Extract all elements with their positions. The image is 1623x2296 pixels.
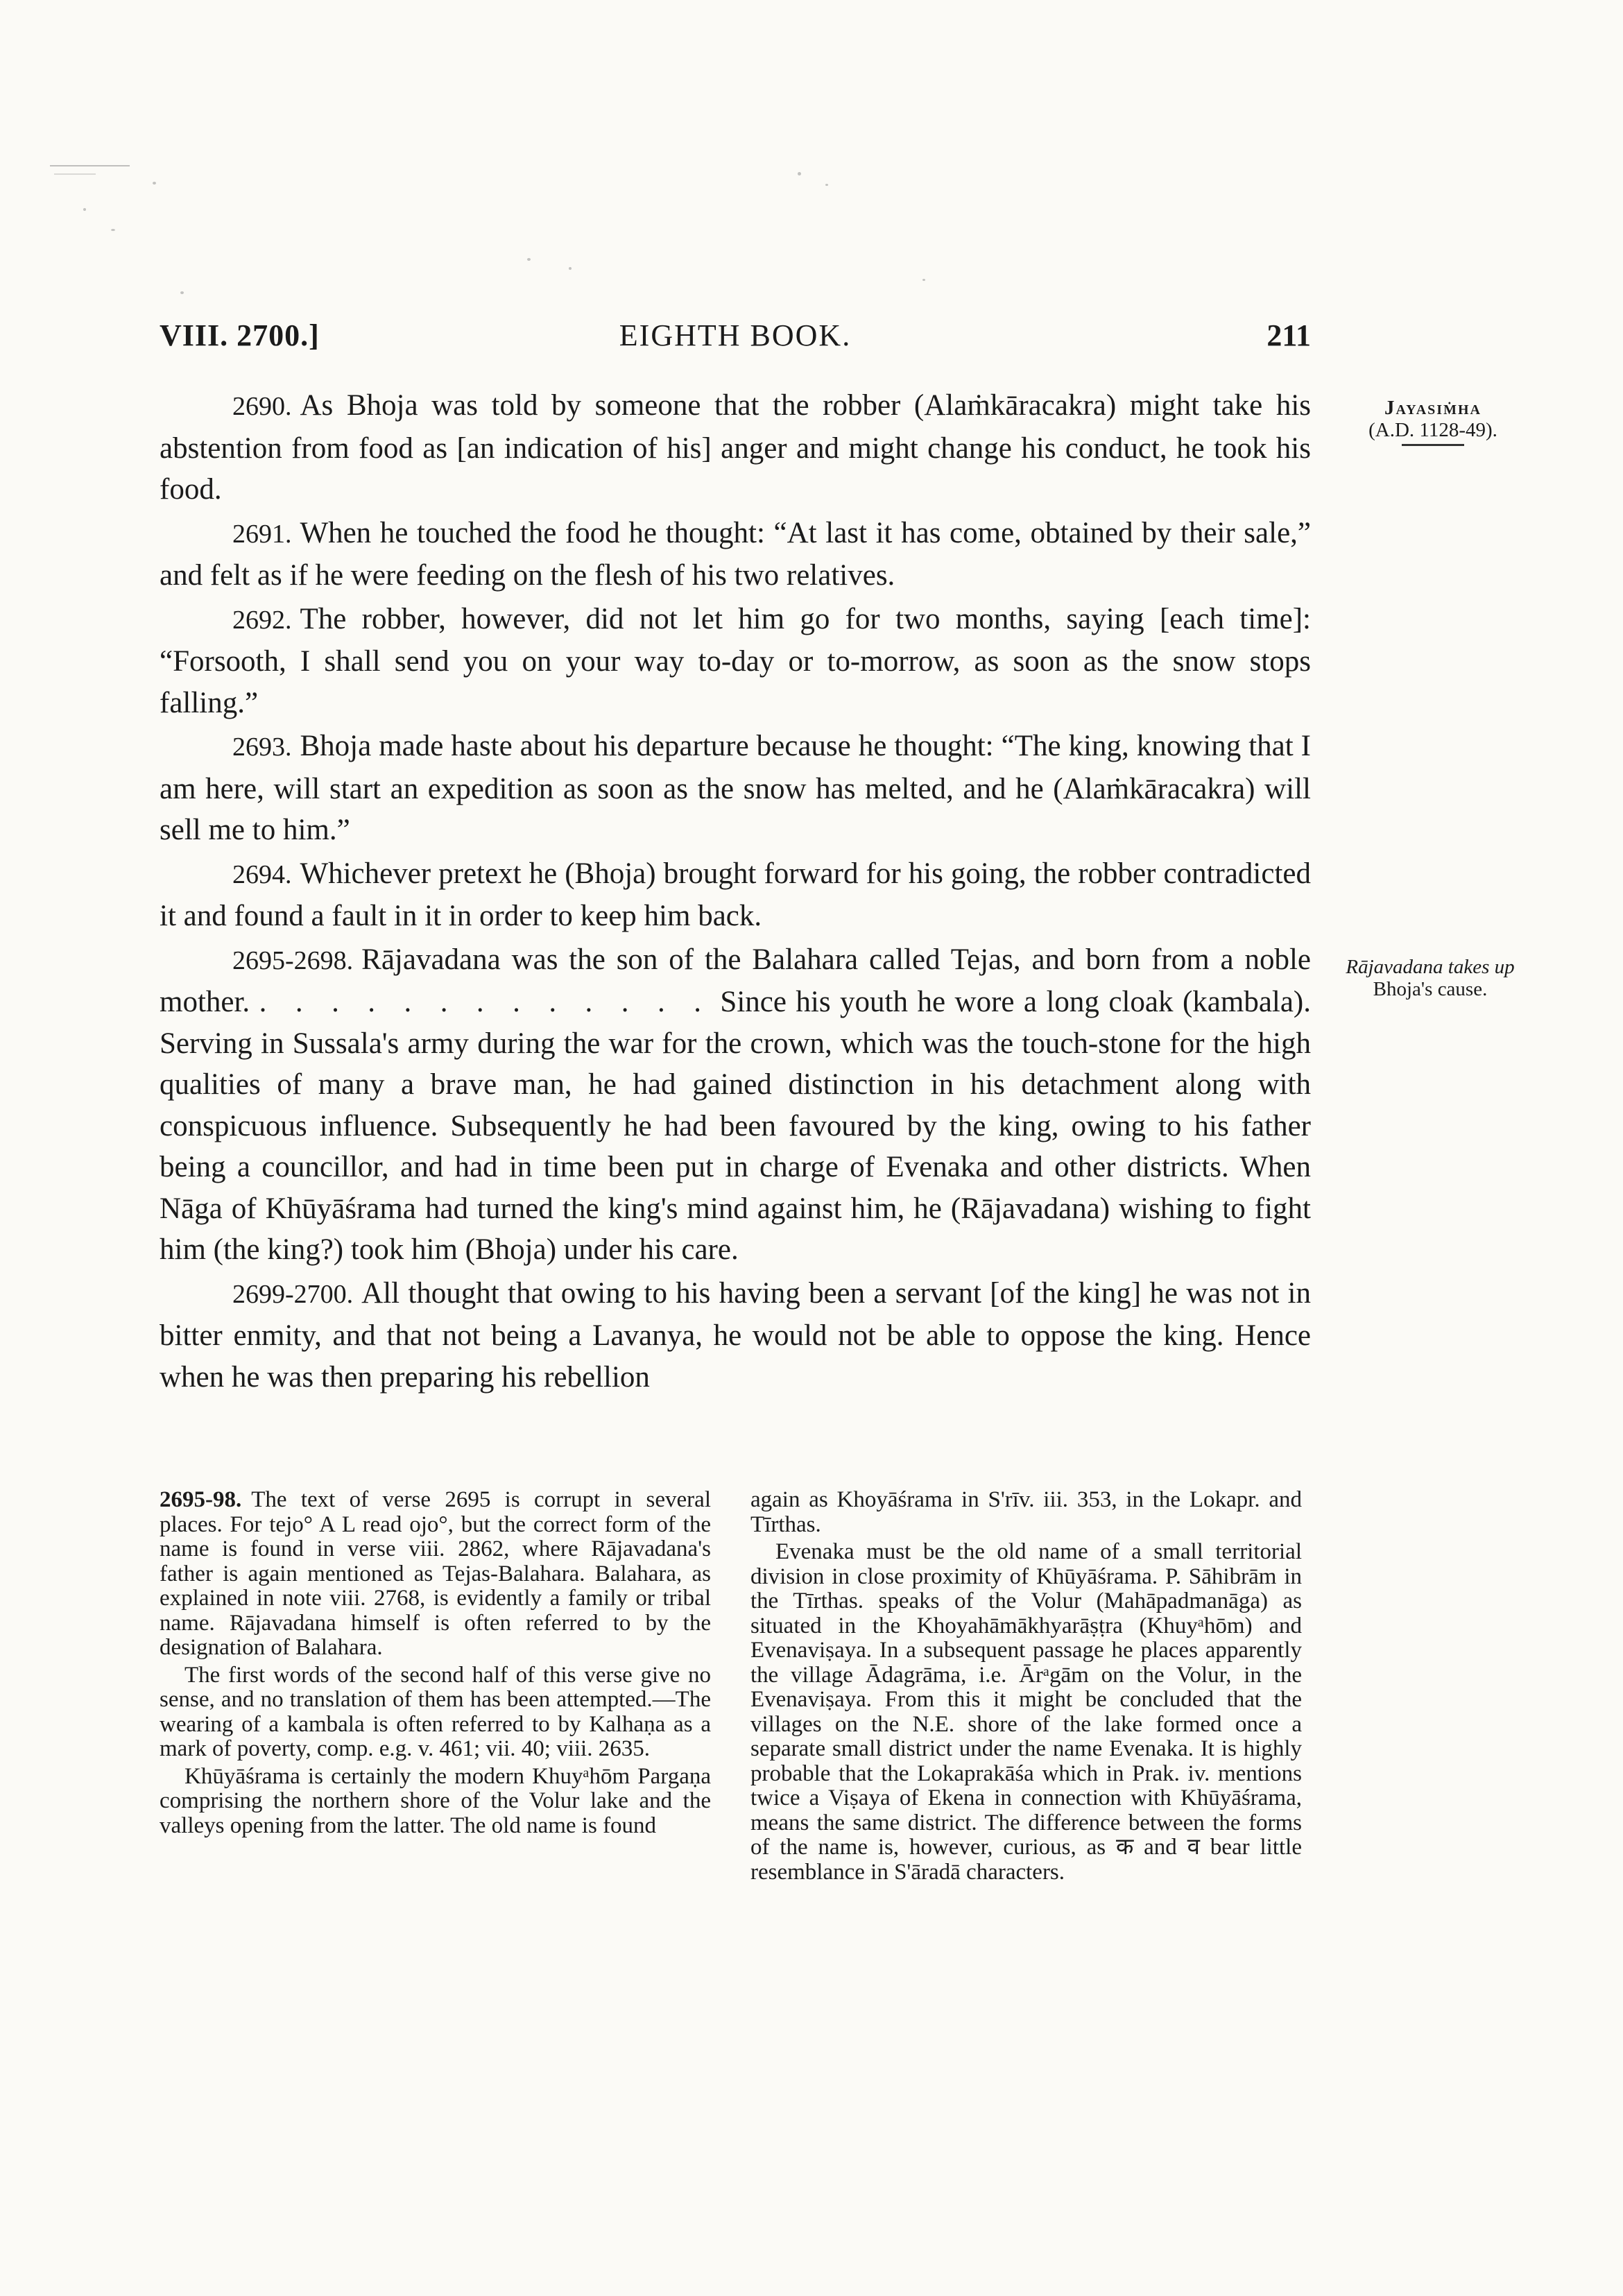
scan-artifact-speck [111,229,115,231]
scan-artifact-speck [153,182,156,185]
margin-note-rajavadana [1326,956,1534,1000]
footnote-text: Evenaka must be the old name of a small territorial division in close proximity of Khūyāśrama. P. Sāhibrām in the Tīrthas. speaks of the Volur (Mahāpadmanāga) as situated in the Khoyahāmākhyarāṣṭra (Khuyᵃhōm) and Evenaviṣaya. In a subsequent passage he places apparently the village Ādagrāma, i.e. Ārᵃgām on the Volur, in the Evenaviṣaya. From this it might be concluded that the villages on the N.E. shore of the lake formed once a separate small district under the name Evenaka. It is highly probable that the Lokaprakāśa which in Prak. iv. mentions twice a Viṣaya of Ekena in connection with Khūyāśrama, means the same district. The difference between the forms of the name is, however, curious, as क and व bear little resemblance in S'āradā characters. [750,1539,1302,1885]
footnote-paragraph [160,1663,711,1762]
verse-number: 2699-2700. [232,1279,354,1309]
footnote-column-right [750,1488,1302,1887]
scan-artifact-speck [825,184,828,186]
verse-number: 2692. [232,605,292,635]
scan-artifact-speck [922,279,925,281]
footnote-paragraph [750,1540,1302,1885]
verse-paragraph [160,939,1311,1271]
verse-paragraph [160,385,1311,511]
footnote-text: The text of verse 2695 is corrupt in several places. For tejo° A L read ojo°, but the correct form of the name is found in verse viii. 2862, where Rājavadana's father is again mentioned as Tejas-Balahara. Balahara, as explained in note viii. 2768, is evidently a family or tribal name. Rājavadana himself is often referred to by the designation of Balahara. [160,1487,711,1660]
verse-text: Rājavadana was the son of the Balahara called Tejas, and born from a noble mother. [160,943,1311,1018]
scan-artifact-speck [180,291,184,294]
scan-artifact-speck [527,258,531,261]
footnote-label: 2695-98. [160,1487,242,1512]
verse-number: 2695-2698. [232,945,354,975]
page-number: 211 [1266,318,1311,352]
margin-note-line: Rājavadana takes up [1346,956,1515,978]
verse-text: Bhoja made haste about his departure because he thought: “The king, knowing that I am here, will start an expedition as soon as the snow has melted, and he (Alaṁkāracakra) will sell me to him.” [160,730,1311,846]
scan-artifact-speck [569,267,572,270]
verse-number: 2694. [232,859,292,889]
lacuna-dots: . . . . . . . . . . . . . [259,986,711,1018]
verse-number: 2693. [232,733,292,762]
verse-paragraph [160,726,1311,851]
verse-paragraph [160,853,1311,937]
margin-note-jayasimha [1343,397,1523,446]
verse-text: Whichever pretext he (Bhoja) brought forward for his going, the robber contradicted it and found a fault in it in order to keep him back. [160,857,1311,932]
verse-text: As Bhoja was told by someone that the robber (Alaṁkāracakra) might take his abstention from food as [an indication of his] anger and might change his conduct, he took his food. [160,389,1311,506]
verse-paragraph [160,513,1311,597]
scan-artifact-line [50,165,130,166]
footnote-text: again as Khoyāśrama in S'rīv. iii. 353, in the Lokapr. and Tīrthas. [750,1487,1302,1537]
margin-note-dates: (A.D. 1128-49). [1368,419,1497,441]
verse-text: Since his youth he wore a long cloak (kambala). Serving in Sussala's army during the war for the crown, which was the touch-stone for the high qualities of many a brave man, he had gained distinction in his detachment along with conspicuous influence. Subsequently he had been favoured by the king, owing to his father being a councillor, and had in time been put in charge of Evenaka and other districts. When Nāga of Khūyāśrama had turned the king's mind against him, he (Rājavadana) wishing to fight him (the king?) took him (Bhoja) under his care. [160,986,1312,1266]
margin-note-rule [1402,444,1464,446]
footnote-paragraph [750,1488,1302,1537]
scan-artifact-line [54,173,96,175]
footnote-column-left [160,1488,711,1841]
verse-number: 2690. [232,392,292,421]
scan-artifact-speck [83,208,86,211]
main-text [160,385,1311,1400]
verse-text: All thought that owing to his having been a servant [of the king] he was not in bitter enmity, and that not being a Lavanya, he would not be able to oppose the king. Hence when he was then preparing his rebellion [160,1276,1311,1394]
footnote-text: The first words of the second half of this verse give no sense, and no translation of them has been attempted.—The wearing of a kambala is often referred to by Kalhaṇa as a mark of poverty, comp. e.g. v. 461; vii. 40; viii. 2635. [160,1662,711,1761]
verse-text: When he touched the food he thought: “At last it has come, obtained by their sale,” and felt as if he were feeding on the flesh of his two relatives. [160,516,1311,592]
footnote-paragraph [160,1765,711,1839]
running-header [160,318,1311,366]
verse-paragraph [160,1273,1311,1398]
verse-text: The robber, however, did not let him go for two months, saying [each time]: “Forsooth, I shall send you on your way to-day or to-morrow, as soon as the snow stops falling.” [160,602,1311,719]
scan-artifact-speck [798,172,801,175]
margin-note-title: Jayasiṁha [1384,397,1482,419]
footnote-text: Khūyāśrama is certainly the modern Khuyᵃhōm Pargaṇa comprising the northern shore of the Volur lake and the valleys opening from the latter. The old name is found [160,1763,711,1838]
verse-number: 2691. [232,519,292,549]
header-section-ref: VIII. 2700.] [160,318,320,352]
verse-paragraph [160,599,1311,724]
footnote-paragraph [160,1488,711,1661]
margin-note-line: Bhoja's cause. [1373,978,1488,1000]
header-book-title: EIGHTH BOOK. [619,318,852,352]
